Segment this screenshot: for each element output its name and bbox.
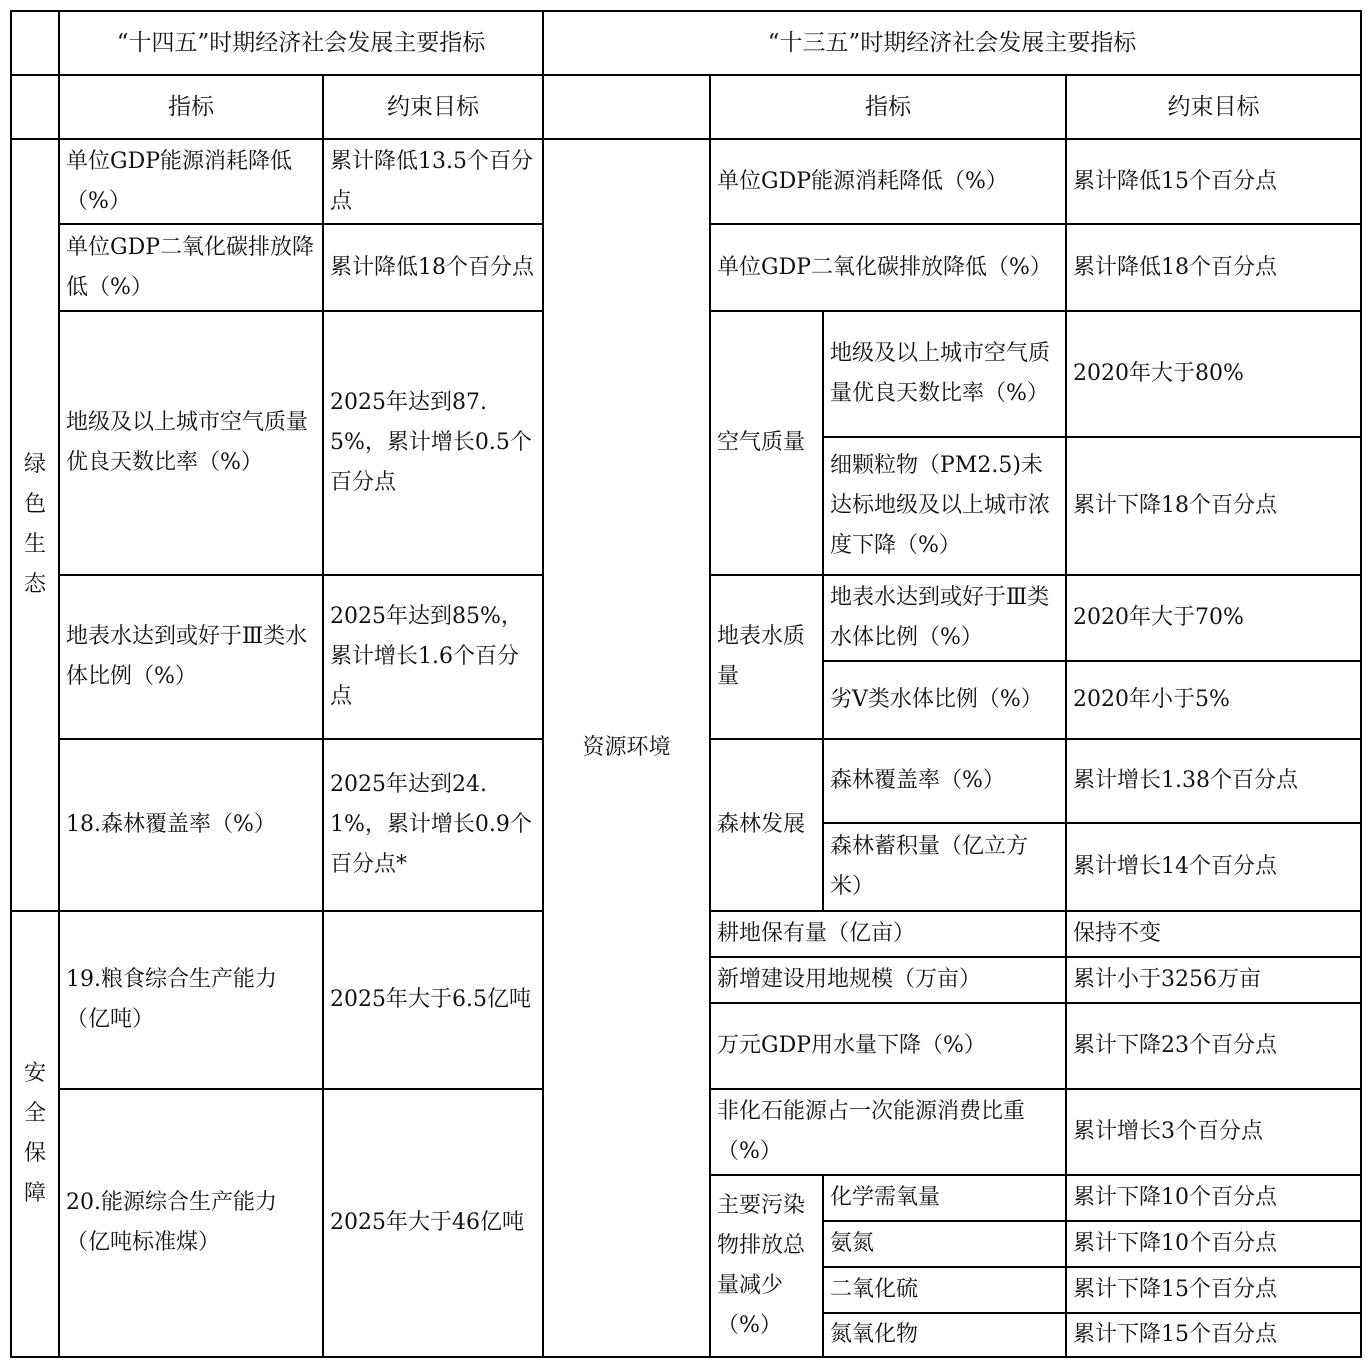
right-indicator-co2-emission: 单位GDP二氧化碳排放降低（%） <box>709 223 1067 312</box>
right-target-energy-consumption: 累计降低15个百分点 <box>1065 138 1362 225</box>
right-col-header-indicator: 指标 <box>709 74 1067 140</box>
right-indicator-forest-stock: 森林蓄积量（亿立方米） <box>822 822 1067 912</box>
right-indicator-construction-land: 新增建设用地规模（万亩） <box>709 956 1067 1004</box>
right-target-pm25: 累计下降18个百分点 <box>1065 436 1362 576</box>
right-target-nox: 累计下降15个百分点 <box>1065 1312 1362 1358</box>
group-label-green-ecology: 绿色生态 <box>10 138 60 912</box>
left-table-title: “十四五”时期经济社会发展主要指标 <box>58 10 544 76</box>
right-target-non-fossil-energy: 累计增长3个百分点 <box>1065 1088 1362 1176</box>
right-target-surface-water-ratio: 2020年大于70% <box>1065 574 1362 662</box>
right-indicator-farmland: 耕地保有量（亿亩） <box>709 910 1067 958</box>
right-subgroup-surface-water: 地表水质量 <box>709 574 824 740</box>
right-indicator-nox: 氮氧化物 <box>822 1312 1067 1358</box>
right-indicator-cod: 化学需氧量 <box>822 1174 1067 1222</box>
right-indicator-class-v-water: 劣V类水体比例（%） <box>822 660 1067 740</box>
left-indicator-surface-water: 地表水达到或好于Ⅲ类水体比例（%） <box>58 574 324 740</box>
right-target-cod: 累计下降10个百分点 <box>1065 1174 1362 1222</box>
right-indicator-surface-water-ratio: 地表水达到或好于Ⅲ类水体比例（%） <box>822 574 1067 662</box>
right-indicator-forest-coverage: 森林覆盖率（%） <box>822 738 1067 824</box>
left-indicator-energy-capacity: 20.能源综合生产能力（亿吨标准煤） <box>58 1088 324 1358</box>
right-target-co2-emission: 累计降低18个百分点 <box>1065 223 1362 312</box>
right-indicator-air-quality-ratio: 地级及以上城市空气质量优良天数比率（%） <box>822 310 1067 438</box>
left-target-air-quality: 2025年达到87.5%，累计增长0.5个百分点 <box>322 310 544 576</box>
right-target-construction-land: 累计小于3256万亩 <box>1065 956 1362 1004</box>
right-indicator-non-fossil-energy: 非化石能源占一次能源消费比重（%） <box>709 1088 1067 1176</box>
category-resource-environment: 资源环境 <box>542 138 711 1358</box>
left-target-grain-capacity: 2025年大于6.5亿吨 <box>322 910 544 1090</box>
left-col-header-target: 约束目标 <box>322 74 544 140</box>
right-table-title: “十三五”时期经济社会发展主要指标 <box>542 10 1362 76</box>
corner-empty-cell <box>10 74 60 140</box>
right-target-ammonia: 累计下降10个百分点 <box>1065 1220 1362 1268</box>
right-target-forest-stock: 累计增长14个百分点 <box>1065 822 1362 912</box>
left-target-surface-water: 2025年达到85%，累计增长1.6个百分点 <box>322 574 544 740</box>
right-subgroup-pollutants: 主要污染物排放总量减少（%） <box>709 1174 824 1358</box>
right-indicator-energy-consumption: 单位GDP能源消耗降低（%） <box>709 138 1067 225</box>
right-target-water-use: 累计下降23个百分点 <box>1065 1002 1362 1090</box>
right-target-farmland: 保持不变 <box>1065 910 1362 958</box>
left-indicator-grain-capacity: 19.粮食综合生产能力（亿吨） <box>58 910 324 1090</box>
right-target-so2: 累计下降15个百分点 <box>1065 1266 1362 1314</box>
right-indicator-pm25: 细颗粒物（PM2.5)未达标地级及以上城市浓度下降（%） <box>822 436 1067 576</box>
right-indicator-ammonia: 氨氮 <box>822 1220 1067 1268</box>
right-target-forest-coverage: 累计增长1.38个百分点 <box>1065 738 1362 824</box>
right-indicator-water-use: 万元GDP用水量下降（%） <box>709 1002 1067 1090</box>
left-target-co2-emission: 累计降低18个百分点 <box>322 223 544 312</box>
left-indicator-air-quality: 地级及以上城市空气质量优良天数比率（%） <box>58 310 324 576</box>
right-indicator-so2: 二氧化硫 <box>822 1266 1067 1314</box>
right-col-header-target: 约束目标 <box>1065 74 1362 140</box>
left-indicator-forest-coverage: 18.森林覆盖率（%） <box>58 738 324 912</box>
left-target-energy-consumption: 累计降低13.5个百分点 <box>322 138 544 225</box>
right-target-class-v-water: 2020年小于5% <box>1065 660 1362 740</box>
left-indicator-co2-emission: 单位GDP二氧化碳排放降低（%） <box>58 223 324 312</box>
group-label-security: 安全保障 <box>10 910 60 1358</box>
category-header-empty-cell <box>542 74 711 140</box>
right-subgroup-air-quality: 空气质量 <box>709 310 824 576</box>
left-indicator-energy-consumption: 单位GDP能源消耗降低（%） <box>58 138 324 225</box>
left-col-header-indicator: 指标 <box>58 74 324 140</box>
left-target-forest-coverage: 2025年达到24.1%，累计增长0.9个百分点* <box>322 738 544 912</box>
left-target-energy-capacity: 2025年大于46亿吨 <box>322 1088 544 1358</box>
corner-empty-cell <box>10 10 60 76</box>
right-subgroup-forest: 森林发展 <box>709 738 824 912</box>
right-target-air-quality-ratio: 2020年大于80% <box>1065 310 1362 438</box>
